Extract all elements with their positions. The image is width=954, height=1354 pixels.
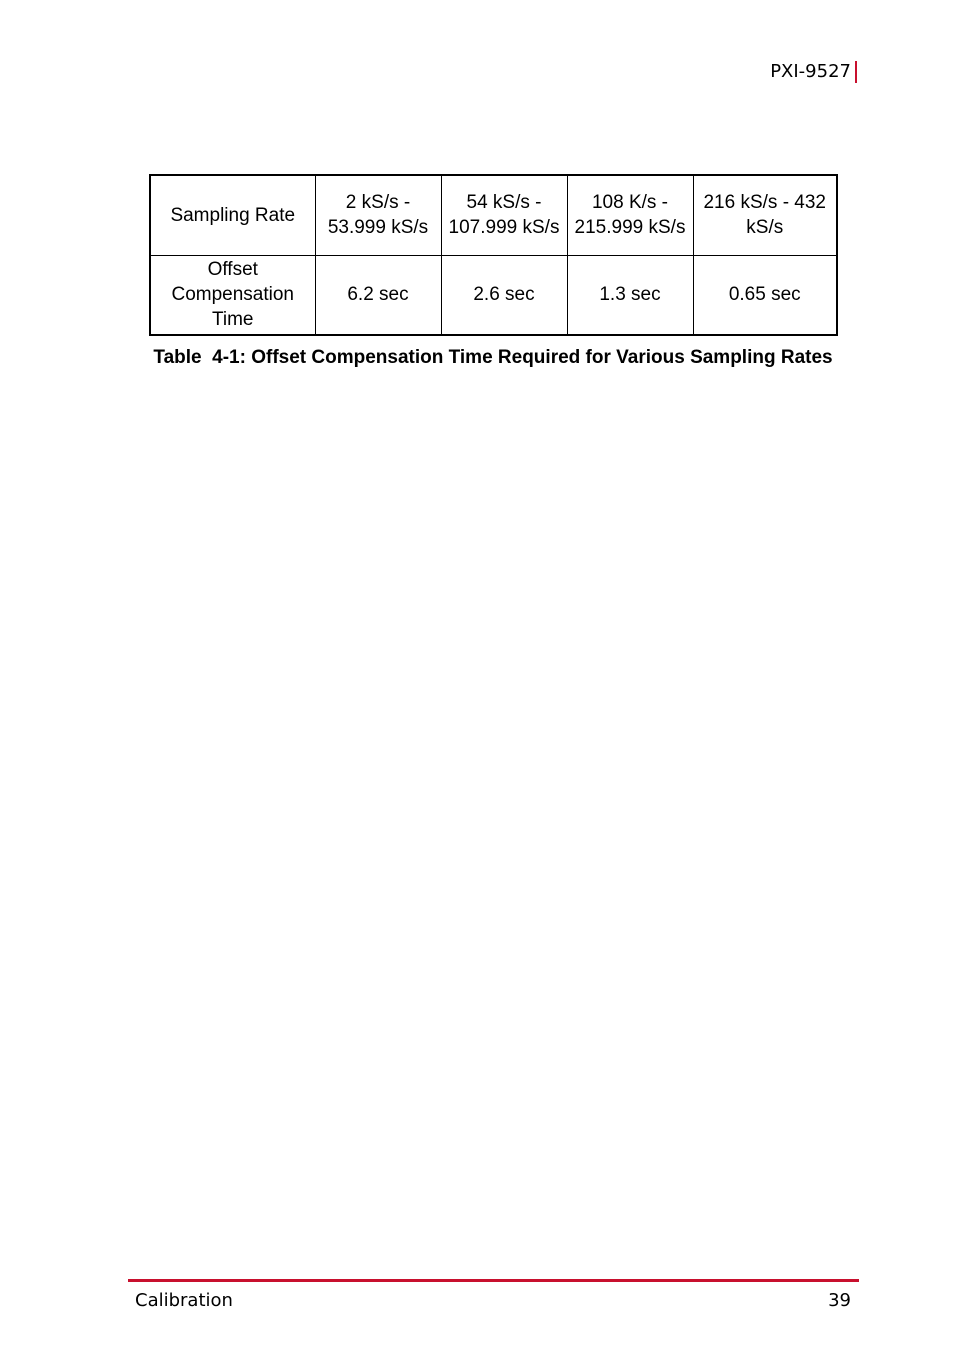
page-number: 39 (828, 1290, 851, 1311)
offset-compensation-table (149, 174, 838, 336)
table-cell: Offset Compensation Time (150, 255, 315, 335)
footer-divider (128, 1279, 859, 1282)
table-cell: 1.3 sec (567, 255, 693, 335)
table-cell: 2.6 sec (441, 255, 567, 335)
table-cell: 54 kS/s - 107.999 kS/s (441, 175, 567, 255)
table-row (150, 175, 837, 255)
header-product-name (770, 60, 857, 84)
table-cell: 6.2 sec (315, 255, 441, 335)
table-cell: 216 kS/s - 432 kS/s (693, 175, 837, 255)
table-cell: 2 kS/s - 53.999 kS/s (315, 175, 441, 255)
product-name: PXI-9527 (770, 61, 851, 82)
table-caption: Table 4-1: Offset Compensation Time Required for Various Sampling Rates (153, 347, 833, 368)
table-cell: Sampling Rate (150, 175, 315, 255)
table-cell: 108 K/s - 215.999 kS/s (567, 175, 693, 255)
header-accent-bar (855, 61, 857, 83)
table-cell: 0.65 sec (693, 255, 837, 335)
footer-section-title: Calibration (135, 1290, 233, 1311)
table-row (150, 255, 837, 335)
